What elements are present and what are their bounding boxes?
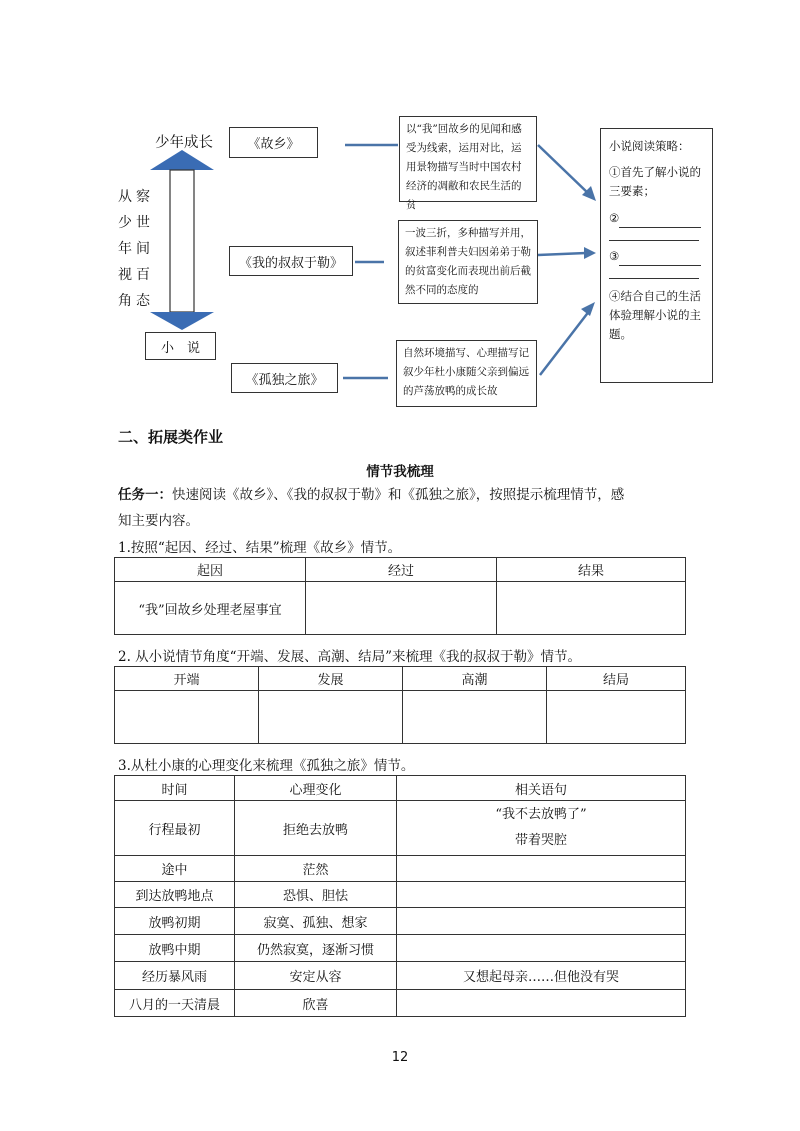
vchar: 百: [136, 267, 150, 283]
q3-quote-line: 带着哭腔: [514, 833, 567, 848]
q3-header: 心理变化: [235, 776, 397, 801]
q3-mood: 拒绝去放鸭: [235, 801, 397, 856]
blank-line: [609, 228, 699, 241]
description-yule: 一波三折，多种描写并用，叙述菲利普夫妇因弟弟于勒的贫富变化而表现出前后截然不同的态度的: [398, 220, 538, 304]
strategy-item-2: [609, 209, 704, 228]
q1-header: 结果: [497, 558, 686, 582]
strategy-item-3: [609, 247, 704, 266]
q3-quote[interactable]: 又想起母亲……但他没有哭: [397, 962, 686, 990]
q2-header: 结局: [547, 667, 686, 691]
vchar: 视: [118, 267, 132, 283]
table-row: [115, 882, 686, 908]
task-label: 任务一：: [118, 487, 172, 503]
vertical-caption: [118, 184, 150, 314]
strategy-item-4: ④结合自己的生活体验理解小说的主题。: [609, 289, 701, 341]
table-row: [115, 962, 686, 990]
q3-quote-line: “我不去放鸭了”: [495, 807, 587, 822]
down-arrow-head: [150, 312, 214, 330]
arrow-head-3: [581, 302, 595, 316]
arrow-head-2: [584, 247, 596, 259]
q3-quote[interactable]: [397, 856, 686, 882]
blank-line: [619, 265, 701, 266]
table-row: [115, 801, 686, 856]
vchar: 察: [136, 189, 150, 205]
task-paragraph: [118, 482, 688, 534]
strategy-item-3-label: ③: [609, 249, 620, 263]
vchar: 世: [136, 215, 150, 231]
q3-mood: 恐惧、胆怯: [235, 882, 397, 908]
q3-header: 时间: [115, 776, 235, 801]
subtitle: 情节我梳理: [366, 464, 434, 480]
q3-table: [114, 775, 686, 1017]
q3-time: 途中: [115, 856, 235, 882]
description-guxiang: 以“我”回故乡的见闻和感受为线索，运用对比，运用景物描写当时中国农村经济的凋敝和农民生活的贫: [399, 116, 537, 202]
q3-time: 到达放鸭地点: [115, 882, 235, 908]
novel-label-box: [145, 332, 216, 360]
q2-cell-climax[interactable]: [403, 691, 547, 744]
section-title: 二、拓展类作业: [118, 428, 224, 446]
task-text-2: 知主要内容。: [118, 513, 199, 529]
book-title: 《我的叔叔于勒》: [238, 255, 343, 271]
strategy-item-2-label: ②: [609, 211, 620, 225]
book-box-gudu: [231, 363, 338, 393]
q1-prompt: 1.按照“起因、经过、结果”梳理《故乡》情节。: [118, 540, 402, 556]
strategy-item-1: ①首先了解小说的三要素；: [609, 165, 701, 198]
table-row: [115, 990, 686, 1017]
reading-strategy-box: [600, 128, 713, 383]
q2-header: 高潮: [403, 667, 547, 691]
q1-cell-cause[interactable]: “我”回故乡处理老屋事宜: [115, 582, 306, 635]
q3-quote[interactable]: [397, 882, 686, 908]
book-title: 《孤独之旅》: [245, 372, 324, 388]
q3-mood: 寂寞、孤独、想家: [235, 908, 397, 935]
q1-header: 起因: [115, 558, 306, 582]
book-box-yule: [229, 246, 353, 276]
vchar: 从: [118, 189, 132, 205]
q3-mood: 欣喜: [235, 990, 397, 1017]
q3-time: 放鸭中期: [115, 935, 235, 962]
top-label: 少年成长: [155, 135, 213, 151]
q2-header: 发展: [259, 667, 403, 691]
arrow-shaft: [170, 170, 194, 312]
novel-label: 小 说: [160, 340, 200, 356]
vchar: 角: [118, 293, 132, 309]
description-gudu: 自然环境描写、心理描写记叙少年杜小康随父亲到偏远的芦荡放鸭的成长故: [396, 340, 537, 407]
q2-cell-ending[interactable]: [547, 691, 686, 744]
q2-prompt: 2. 从小说情节角度“开端、发展、高潮、结局”来梳理《我的叔叔于勒》情节。: [118, 649, 581, 665]
q3-time: 行程最初: [115, 801, 235, 856]
vertical-caption-left: [118, 184, 132, 314]
q2-table: [114, 666, 686, 744]
q3-mood: 安定从容: [235, 962, 397, 990]
arrow-line-2: [538, 253, 586, 255]
up-arrow-head: [150, 150, 214, 170]
arrow-line-1: [538, 145, 590, 195]
strategy-title: 小说阅读策略：: [609, 139, 690, 153]
q1-header: 经过: [306, 558, 497, 582]
book-box-guxiang: [229, 127, 318, 158]
vchar: 态: [136, 293, 150, 309]
q1-cell-result[interactable]: [497, 582, 686, 635]
q1-cell-process[interactable]: [306, 582, 497, 635]
vchar: 少: [118, 215, 132, 231]
q3-prompt: 3.从杜小康的心理变化来梳理《孤独之旅》情节。: [118, 758, 415, 774]
q2-cell-development[interactable]: [259, 691, 403, 744]
q3-time: 经历暴风雨: [115, 962, 235, 990]
table-row: [115, 935, 686, 962]
table-row: [115, 856, 686, 882]
vchar: 年: [118, 241, 132, 257]
q2-cell-opening[interactable]: [115, 691, 259, 744]
q3-time: 放鸭初期: [115, 908, 235, 935]
q3-quote[interactable]: [397, 801, 686, 856]
vertical-caption-right: [136, 184, 150, 314]
q3-mood: 茫然: [235, 856, 397, 882]
table-row: [115, 908, 686, 935]
blank-line: [609, 266, 699, 279]
task-text-1: 快速阅读《故乡》、《我的叔叔于勒》和《孤独之旅》，按照提示梳理情节，感: [172, 487, 625, 503]
blank-line: [619, 227, 701, 228]
vchar: 间: [136, 241, 150, 257]
q3-header: 相关语句: [397, 776, 686, 801]
q3-mood: 仍然寂寞，逐渐习惯: [235, 935, 397, 962]
q2-header: 开端: [115, 667, 259, 691]
book-title: 《故乡》: [247, 137, 300, 152]
arrow-line-3: [540, 310, 590, 375]
q1-table: [114, 557, 686, 635]
q3-quote[interactable]: [397, 908, 686, 935]
q3-time: 八月的一天清晨: [115, 990, 235, 1017]
q3-quote[interactable]: [397, 990, 686, 1017]
page-number: 12: [391, 1050, 409, 1065]
q3-quote[interactable]: [397, 935, 686, 962]
